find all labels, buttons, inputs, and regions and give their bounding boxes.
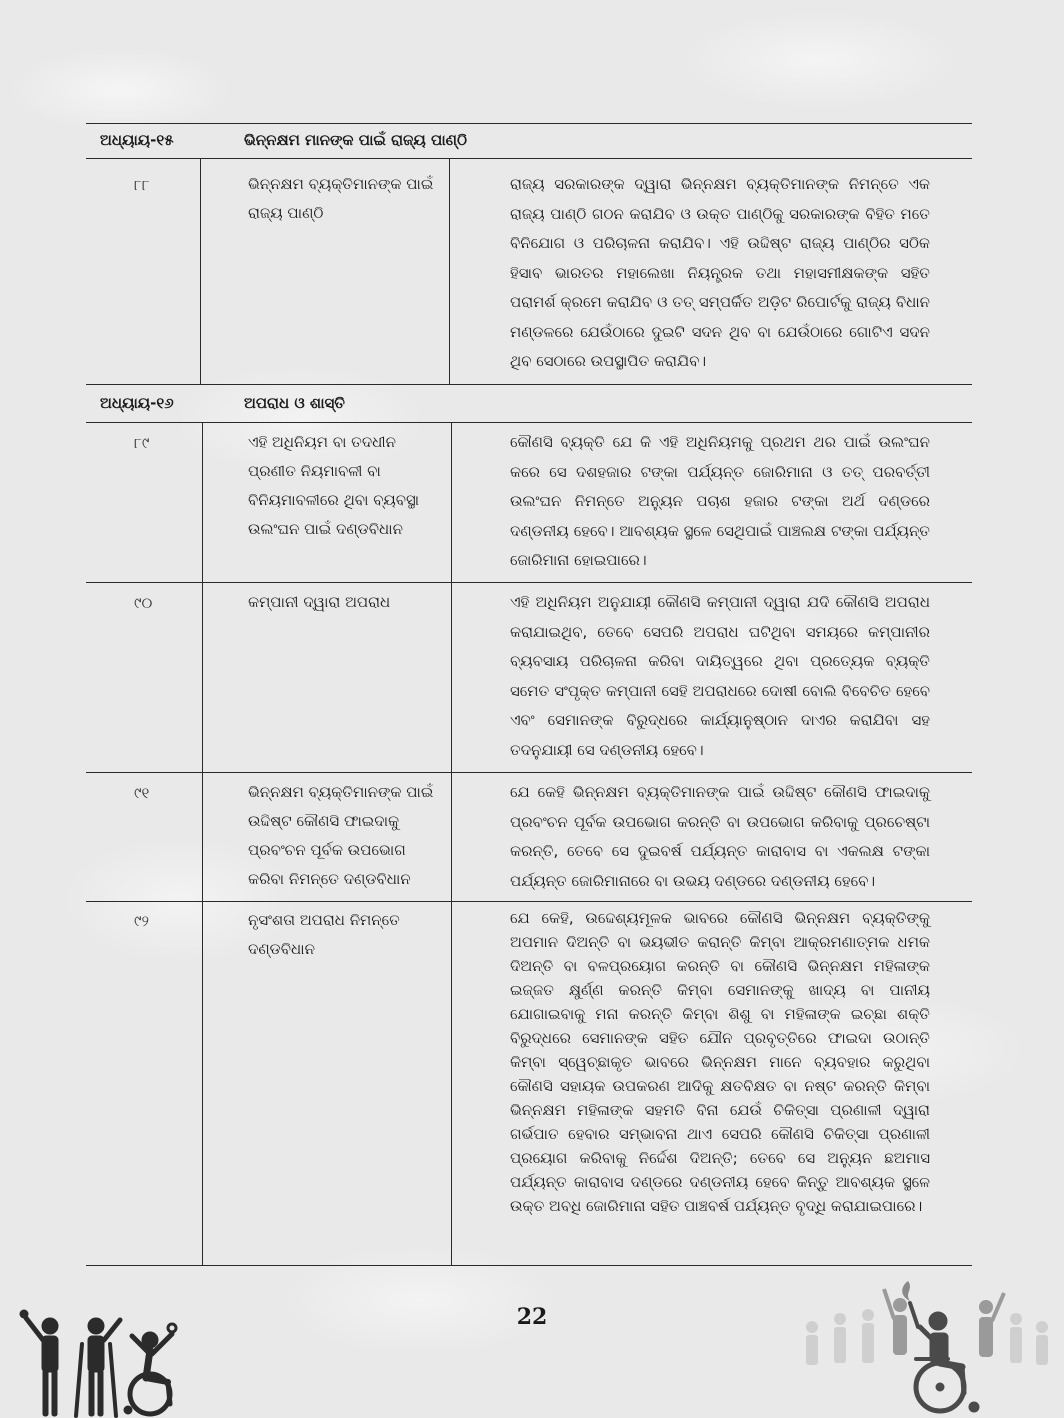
section-description: କୌଣସି ବ୍ୟକ୍ତି ଯେ କି ଏହି ଅଧିନିୟମକୁ ପ୍ରଥମ ଥର ପାଇଁ ଉଲଂଘନ କରେ ସେ ଦଶହଜାର ଟଙ୍କା ପର୍ଯ୍ୟନ୍ତ ଜୋରିମାନା ଓ ତତ୍ ପରବର୍ତ୍ତୀ ଉଲଂଘନ ନିମନ୍ତେ ଅନ୍ୟୁନ ପଚାଶ ହଜାର ଟଙ୍କା ଅର୍ଥ ଦଣ୍ଡରେ ଦଣ୍ଡନୀୟ ହେବେ। ଆବଶ୍ୟକ ସ୍ଥଳେ ସେଥିପାଇଁ ପାଞ୍ଚଲକ୍ଷ ଟଙ୍କା ପର୍ଯ୍ୟନ୍ତ ଜୋରିମାନା ହୋଇପାରେ। bbox=[510, 433, 930, 569]
section-subject: ଏହି ଅଧିନିୟମ ବା ତଦଧୀନ ପ୍ରଣୀତ ନିୟମାବଳୀ ବା ବିନିୟମାବଳୀରେ ଥିବା ବ୍ୟବସ୍ଥା ଉଲଂଘନ ପାଇଁ ଦଣ୍ଡବିଧାନ bbox=[248, 433, 420, 538]
section-number: ୯୧ bbox=[134, 784, 150, 802]
chapter-number: ଅଧ୍ୟାୟ-୧୫ bbox=[100, 131, 174, 149]
chapter-15-rule bbox=[86, 158, 972, 159]
row-90-bottom-rule bbox=[86, 772, 972, 773]
section-subject: କମ୍ପାନୀ ଦ୍ୱାରା ଅପରାଧ bbox=[248, 593, 391, 611]
section-description: ଯେ କେହି ଭିନ୍ନକ୍ଷମ ବ୍ୟକ୍ତିମାନଙ୍କ ପାଇଁ ଉଦ୍ଦିଷ୍ଟ କୌଣସି ଫାଇଦାକୁ ପ୍ରବଂଚନ ପୂର୍ବକ ଉପଭୋଗ କରନ୍ତି ବା ଉପଭୋଗ କରିବାକୁ ପ୍ରଚେଷ୍ଟା କରନ୍ତି, ତେବେ ସେ ଦୁଇବର୍ଷ ପର୍ଯ୍ୟନ୍ତ କାରାବାସ ବା ଏକଲକ୍ଷ ଟଙ୍କା ପର୍ଯ୍ୟନ୍ତ ଜୋରିମାନାରେ ବା ଉଭୟ ଦଣ୍ଡରେ ଦଣ୍ଡନୀୟ ହେବେ। bbox=[510, 783, 930, 890]
section-number: ୮୮ bbox=[134, 176, 150, 194]
section-description: ଯେ କେହି, ଉଦ୍ଦେଶ୍ୟମୂଳକ ଭାବରେ କୌଣସି ଭିନ୍ନକ୍ଷମ ବ୍ୟକ୍ତିଙ୍କୁ ଅପମାନ ଦିଅନ୍ତି ବା ଭୟଭୀତ କରାନ୍ତି କିମ୍ବା ଆକ୍ରମଣାତ୍ମକ ଧମକ ଦିଅନ୍ତି ବା ବଳପ୍ରୟୋଗ କରନ୍ତି ବା କୌଣସି ଭିନ୍ନକ୍ଷମ ମହିଳାଙ୍କ ଇଜ୍ଜତ କ୍ଷୁର୍ଣ୍ଣ କରନ୍ତି କିମ୍ବା ସେମାନଙ୍କୁ ଖାଦ୍ୟ ବା ପାନୀୟ ଯୋଗାଇବାକୁ ମନା କରନ୍ତି କିମ୍ବା ଶିଶୁ ବା ମହିଳାଙ୍କ ଇଚ୍ଛା ଶକ୍ତି ବିରୁଦ୍ଧରେ ସେମାନଙ୍କ ସହିତ ଯୌନ ପ୍ରବୃତ୍ତିରେ ଫାଇଦା ଉଠାନ୍ତି କିମ୍ବା ସ୍ୱେଚ୍ଛାକୃତ ଭାବରେ ଭିନ୍ନକ୍ଷମ ମାନେ ବ୍ୟବହାର କରୁଥିବା କୌଣସି ସହାୟକ ଉପକରଣ ଆଦିକୁ କ୍ଷତବିକ୍ଷତ ବା ନଷ୍ଟ କରନ୍ତି କିମ୍ବା ଭିନ୍ନକ୍ଷମ ମହିଳାଙ୍କ ସହମତି ବିନା ଯେଉଁ ଚିକିତ୍ସା ପ୍ରଣାଳୀ ଦ୍ୱାରା ଗର୍ଭପାତ ହେବାର ସମ୍ଭାବନା ଥାଏ ସେପରି କୌଣସି ଚିକିତ୍ସା ପ୍ରଣାଳୀ ପ୍ରୟୋଗ କରିବାକୁ ନିର୍ଦ୍ଦେଶ ଦିଅନ୍ତି; ତେବେ ସେ ଅନ୍ୟୁନ ଛଅମାସ ପର୍ଯ୍ୟନ୍ତ କାରାବାସ ଦଣ୍ଡରେ ଦଣ୍ଡନୀୟ ହେବେ କିନ୍ତୁ ଆବଶ୍ୟକ ସ୍ଥଳେ ଉକ୍ତ ଅବଧି ଜୋରିମାନା ସହିତ ପାଞ୍ଚବର୍ଷ ପର୍ଯ୍ୟନ୍ତ ବୃଦ୍ଧି କରାଯାଇପାରେ। bbox=[510, 909, 930, 1215]
column-divider bbox=[451, 422, 452, 1265]
row-89-bottom-rule bbox=[86, 582, 972, 583]
section-number: ୯୨ bbox=[134, 912, 149, 930]
section-subject: ଭିନ୍ନକ୍ଷମ ବ୍ୟକ୍ତିମାନଙ୍କ ପାଇଁ ରାଜ୍ୟ ପାଣ୍ଠି bbox=[248, 175, 434, 222]
people-with-disabilities-icon bbox=[10, 1300, 190, 1418]
row-91-bottom-rule bbox=[86, 901, 972, 902]
chapter-number: ଅଧ୍ୟାୟ-୧୬ bbox=[100, 394, 174, 412]
column-divider bbox=[449, 158, 450, 384]
page-number: 22 bbox=[516, 1304, 548, 1330]
section-description: ରାଜ୍ୟ ସରକାରଙ୍କ ଦ୍ୱାରା ଭିନ୍ନକ୍ଷମ ବ୍ୟକ୍ତିମାନଙ୍କ ନିମନ୍ତେ ଏକ ରାଜ୍ୟ ପାଣ୍ଠି ଗଠନ କରାଯିବ ଓ ଉକ୍ତ ପାଣ୍ଠିକୁ ସରକାରଙ୍କ ବିହିତ ମତେ ବିନିଯୋଗ ଓ ପରିଚାଳନା କରାଯିବ। ଏହି ଉଦ୍ଦିଷ୍ଟ ରାଜ୍ୟ ପାଣ୍ଠିର ସଠିକ ହିସାବ ଭାରତର ମହାଲେଖା ନିୟନ୍ତ୍ରକ ତଥା ମହାସମୀକ୍ଷକଙ୍କ ସହିତ ପରାମର୍ଶ କ୍ରମେ କରାଯିବ ଓ ତତ୍ ସମ୍ପର୍କିତ ଅଡ଼ିଟ ରିପୋର୍ଟକୁ ରାଜ୍ୟ ବିଧାନ ମଣ୍ଡଳରେ ଯେଉଁଠାରେ ଦୁଇଟି ସଦନ ଥିବ ବା ଯେଉଁଠାରେ ଗୋଟିଏ ସଦନ ଥିବ ସେଠାରେ ଉପସ୍ଥାପିତ କରାଯିବ। bbox=[510, 175, 930, 370]
wheelchair-torch-celebration-icon bbox=[790, 1275, 1060, 1418]
section-number: ୯୦ bbox=[134, 594, 153, 612]
column-divider bbox=[200, 158, 201, 384]
chapter-16-top-rule bbox=[86, 384, 972, 385]
table-top-rule bbox=[86, 123, 972, 124]
chapter-16-rule bbox=[86, 422, 972, 423]
section-description: ଏହି ଅଧିନିୟମ ଅନୁଯାୟୀ କୌଣସି କମ୍ପାନୀ ଦ୍ୱାରା ଯଦି କୌଣସି ଅପରାଧ କରାଯାଇଥିବ, ତେବେ ସେପରି ଅପରାଧ ଘଟିଥିବା ସମୟରେ କମ୍ପାନୀର ବ୍ୟବସାୟ ପରିଚାଳନା କରିବା ଦାୟିତ୍ୱରେ ଥିବା ପ୍ରତ୍ୟେକ ବ୍ୟକ୍ତି ସମେତ ସଂପୃକ୍ତ କମ୍ପାନୀ ସେହି ଅପରାଧରେ ଦୋଷୀ ବୋଲି ବିବେଚିତ ହେବେ ଏବଂ ସେମାନଙ୍କ ବିରୁଦ୍ଧରେ କାର୍ଯ୍ୟାନୁଷ୍ଠାନ ଦାଏର କରାଯିବା ସହ ତଦନୁଯାୟୀ ସେ ଦଣ୍ଡନୀୟ ହେବେ। bbox=[510, 593, 930, 759]
section-subject: ଭିନ୍ନକ୍ଷମ ବ୍ୟକ୍ତିମାନଙ୍କ ପାଇଁ ଉଦ୍ଦିଷ୍ଟ କୌଣସି ଫାଇଦାକୁ ପ୍ରବଂଚନ ପୂର୍ବକ ଉପଭୋଗ କରିବା ନିମନ୍ତେ ଦଣ୍ଡବିଧାନ bbox=[248, 783, 434, 888]
column-divider bbox=[202, 422, 203, 1265]
chapter-title: ଭିନ୍ନକ୍ଷମ ମାନଙ୍କ ପାଇଁ ରାଜ୍ୟ ପାଣ୍ଠି bbox=[244, 131, 467, 149]
section-number: ୮୯ bbox=[134, 434, 150, 452]
chapter-title: ଅପରାଧ ଓ ଶାସ୍ତି bbox=[244, 394, 345, 412]
table-bottom-rule bbox=[86, 1265, 972, 1266]
section-subject: ନୃସଂଶତା ଅପରାଧ ନିମନ୍ତେ ଦଣ୍ଡବିଧାନ bbox=[248, 911, 400, 958]
